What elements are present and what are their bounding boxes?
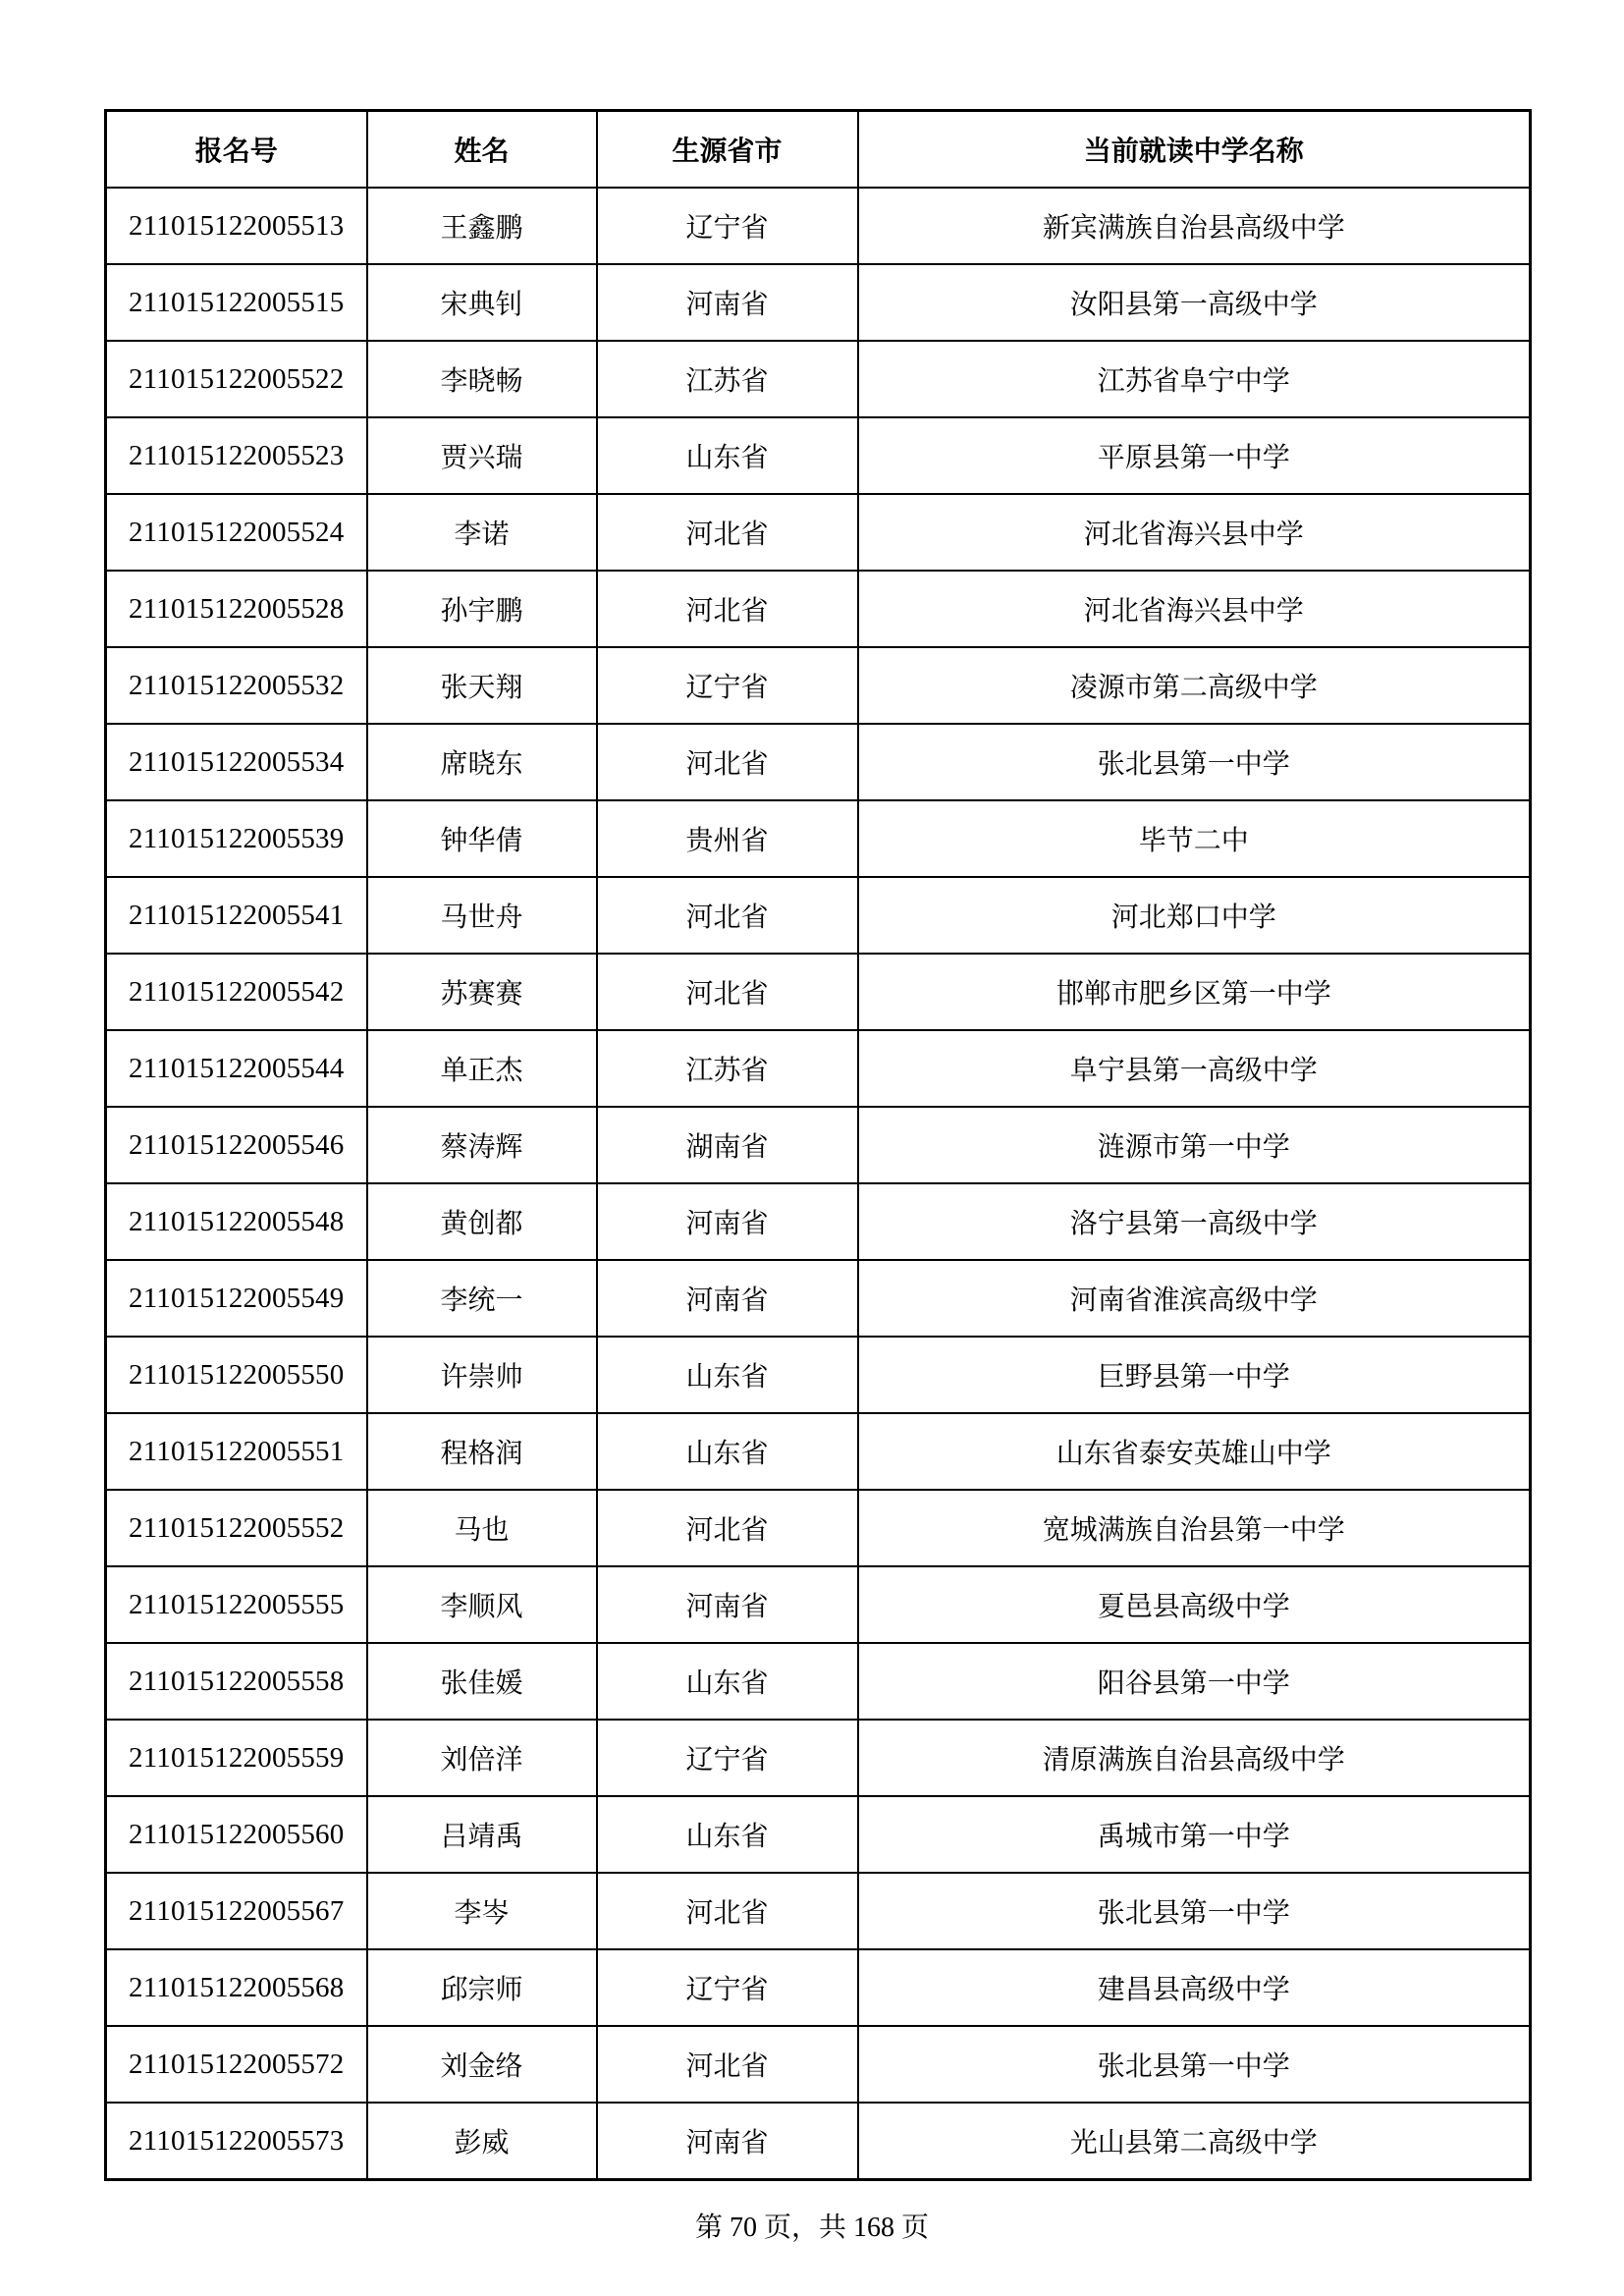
cell-province: 河南省 bbox=[597, 1260, 858, 1337]
table-row bbox=[106, 417, 1531, 494]
table-row bbox=[106, 1337, 1531, 1413]
cell-registration-number: 211015122005560 bbox=[106, 1796, 367, 1873]
cell-school-name: 凌源市第二高级中学 bbox=[858, 647, 1531, 724]
roster-table-container bbox=[104, 109, 1529, 2181]
page-number-footer: 第 70 页，共 168 页 bbox=[694, 2213, 929, 2243]
cell-name: 李顺风 bbox=[367, 1566, 597, 1643]
cell-school-name: 毕节二中 bbox=[858, 800, 1531, 877]
cell-name: 贾兴瑞 bbox=[367, 417, 597, 494]
table-row bbox=[106, 1413, 1531, 1490]
cell-registration-number: 211015122005549 bbox=[106, 1260, 367, 1337]
cell-name: 王鑫鹏 bbox=[367, 188, 597, 264]
table-row bbox=[106, 1107, 1531, 1183]
cell-name: 单正杰 bbox=[367, 1030, 597, 1107]
cell-school-name: 平原县第一中学 bbox=[858, 417, 1531, 494]
cell-school-name: 新宾满族自治县高级中学 bbox=[858, 188, 1531, 264]
cell-registration-number: 211015122005542 bbox=[106, 954, 367, 1030]
cell-province: 江苏省 bbox=[597, 341, 858, 417]
table-row bbox=[106, 2103, 1531, 2180]
header-school-name: 当前就读中学名称 bbox=[858, 111, 1531, 189]
table-row bbox=[106, 264, 1531, 341]
cell-school-name: 光山县第二高级中学 bbox=[858, 2103, 1531, 2180]
header-name: 姓名 bbox=[367, 111, 597, 189]
cell-registration-number: 211015122005534 bbox=[106, 724, 367, 800]
cell-name: 彭威 bbox=[367, 2103, 597, 2180]
cell-province: 辽宁省 bbox=[597, 1720, 858, 1796]
cell-province: 山东省 bbox=[597, 1413, 858, 1490]
table-row bbox=[106, 1490, 1531, 1566]
table-row bbox=[106, 877, 1531, 954]
cell-registration-number: 211015122005568 bbox=[106, 1949, 367, 2026]
cell-name: 黄创都 bbox=[367, 1183, 597, 1260]
table-body bbox=[106, 188, 1531, 2180]
cell-province: 河南省 bbox=[597, 1183, 858, 1260]
cell-province: 河南省 bbox=[597, 264, 858, 341]
cell-school-name: 张北县第一中学 bbox=[858, 2026, 1531, 2103]
cell-school-name: 张北县第一中学 bbox=[858, 724, 1531, 800]
cell-province: 河南省 bbox=[597, 2103, 858, 2180]
cell-province: 河北省 bbox=[597, 724, 858, 800]
cell-registration-number: 211015122005513 bbox=[106, 188, 367, 264]
cell-name: 钟华倩 bbox=[367, 800, 597, 877]
table-header-row bbox=[106, 111, 1531, 189]
cell-province: 河北省 bbox=[597, 1873, 858, 1949]
cell-name: 宋典钊 bbox=[367, 264, 597, 341]
cell-province: 山东省 bbox=[597, 1643, 858, 1720]
cell-province: 辽宁省 bbox=[597, 1949, 858, 2026]
cell-school-name: 涟源市第一中学 bbox=[858, 1107, 1531, 1183]
cell-registration-number: 211015122005524 bbox=[106, 494, 367, 571]
cell-registration-number: 211015122005544 bbox=[106, 1030, 367, 1107]
cell-school-name: 张北县第一中学 bbox=[858, 1873, 1531, 1949]
cell-school-name: 建昌县高级中学 bbox=[858, 1949, 1531, 2026]
cell-registration-number: 211015122005572 bbox=[106, 2026, 367, 2103]
table-row bbox=[106, 571, 1531, 647]
cell-registration-number: 211015122005532 bbox=[106, 647, 367, 724]
cell-province: 河北省 bbox=[597, 2026, 858, 2103]
cell-name: 刘金络 bbox=[367, 2026, 597, 2103]
cell-province: 河北省 bbox=[597, 954, 858, 1030]
cell-name: 邱宗师 bbox=[367, 1949, 597, 2026]
cell-registration-number: 211015122005555 bbox=[106, 1566, 367, 1643]
cell-school-name: 河北郑口中学 bbox=[858, 877, 1531, 954]
cell-school-name: 山东省泰安英雄山中学 bbox=[858, 1413, 1531, 1490]
cell-name: 吕靖禹 bbox=[367, 1796, 597, 1873]
cell-school-name: 洛宁县第一高级中学 bbox=[858, 1183, 1531, 1260]
cell-province: 河南省 bbox=[597, 1566, 858, 1643]
table-row bbox=[106, 1183, 1531, 1260]
cell-name: 许崇帅 bbox=[367, 1337, 597, 1413]
cell-school-name: 巨野县第一中学 bbox=[858, 1337, 1531, 1413]
cell-school-name: 夏邑县高级中学 bbox=[858, 1566, 1531, 1643]
cell-registration-number: 211015122005550 bbox=[106, 1337, 367, 1413]
cell-school-name: 江苏省阜宁中学 bbox=[858, 341, 1531, 417]
cell-province: 贵州省 bbox=[597, 800, 858, 877]
table-row bbox=[106, 188, 1531, 264]
cell-province: 山东省 bbox=[597, 1337, 858, 1413]
cell-province: 河北省 bbox=[597, 494, 858, 571]
cell-school-name: 禹城市第一中学 bbox=[858, 1796, 1531, 1873]
cell-school-name: 宽城满族自治县第一中学 bbox=[858, 1490, 1531, 1566]
cell-registration-number: 211015122005515 bbox=[106, 264, 367, 341]
cell-school-name: 阜宁县第一高级中学 bbox=[858, 1030, 1531, 1107]
cell-province: 辽宁省 bbox=[597, 647, 858, 724]
cell-school-name: 汝阳县第一高级中学 bbox=[858, 264, 1531, 341]
table-row bbox=[106, 647, 1531, 724]
table-row bbox=[106, 341, 1531, 417]
cell-name: 孙宇鹏 bbox=[367, 571, 597, 647]
table-row bbox=[106, 1949, 1531, 2026]
cell-province: 山东省 bbox=[597, 1796, 858, 1873]
cell-name: 张佳媛 bbox=[367, 1643, 597, 1720]
cell-name: 马世舟 bbox=[367, 877, 597, 954]
cell-school-name: 河北省海兴县中学 bbox=[858, 494, 1531, 571]
cell-name: 李晓畅 bbox=[367, 341, 597, 417]
table-row bbox=[106, 724, 1531, 800]
cell-registration-number: 211015122005558 bbox=[106, 1643, 367, 1720]
roster-table bbox=[104, 109, 1532, 2181]
cell-name: 李诺 bbox=[367, 494, 597, 571]
cell-registration-number: 211015122005523 bbox=[106, 417, 367, 494]
table-row bbox=[106, 1873, 1531, 1949]
table-row bbox=[106, 800, 1531, 877]
cell-province: 河北省 bbox=[597, 877, 858, 954]
cell-province: 山东省 bbox=[597, 417, 858, 494]
table-row bbox=[106, 1030, 1531, 1107]
cell-registration-number: 211015122005541 bbox=[106, 877, 367, 954]
cell-school-name: 清原满族自治县高级中学 bbox=[858, 1720, 1531, 1796]
cell-name: 张天翔 bbox=[367, 647, 597, 724]
cell-province: 辽宁省 bbox=[597, 188, 858, 264]
cell-name: 席晓东 bbox=[367, 724, 597, 800]
cell-name: 刘倍洋 bbox=[367, 1720, 597, 1796]
cell-school-name: 河北省海兴县中学 bbox=[858, 571, 1531, 647]
cell-province: 河北省 bbox=[597, 1490, 858, 1566]
cell-registration-number: 211015122005551 bbox=[106, 1413, 367, 1490]
cell-registration-number: 211015122005522 bbox=[106, 341, 367, 417]
cell-registration-number: 211015122005559 bbox=[106, 1720, 367, 1796]
table-row bbox=[106, 494, 1531, 571]
header-registration-number: 报名号 bbox=[106, 111, 367, 189]
cell-registration-number: 211015122005552 bbox=[106, 1490, 367, 1566]
cell-school-name: 邯郸市肥乡区第一中学 bbox=[858, 954, 1531, 1030]
table-row bbox=[106, 954, 1531, 1030]
cell-name: 马也 bbox=[367, 1490, 597, 1566]
cell-province: 湖南省 bbox=[597, 1107, 858, 1183]
cell-province: 河北省 bbox=[597, 571, 858, 647]
cell-registration-number: 211015122005546 bbox=[106, 1107, 367, 1183]
cell-name: 李统一 bbox=[367, 1260, 597, 1337]
cell-school-name: 河南省淮滨高级中学 bbox=[858, 1260, 1531, 1337]
header-province: 生源省市 bbox=[597, 111, 858, 189]
cell-name: 李岑 bbox=[367, 1873, 597, 1949]
cell-registration-number: 211015122005567 bbox=[106, 1873, 367, 1949]
cell-registration-number: 211015122005573 bbox=[106, 2103, 367, 2180]
cell-province: 江苏省 bbox=[597, 1030, 858, 1107]
table-row bbox=[106, 1720, 1531, 1796]
table-row bbox=[106, 1566, 1531, 1643]
table-row bbox=[106, 1643, 1531, 1720]
cell-name: 蔡涛辉 bbox=[367, 1107, 597, 1183]
cell-registration-number: 211015122005539 bbox=[106, 800, 367, 877]
table-row bbox=[106, 1796, 1531, 1873]
table-row bbox=[106, 2026, 1531, 2103]
cell-name: 苏赛赛 bbox=[367, 954, 597, 1030]
cell-school-name: 阳谷县第一中学 bbox=[858, 1643, 1531, 1720]
cell-registration-number: 211015122005528 bbox=[106, 571, 367, 647]
cell-registration-number: 211015122005548 bbox=[106, 1183, 367, 1260]
cell-name: 程格润 bbox=[367, 1413, 597, 1490]
table-row bbox=[106, 1260, 1531, 1337]
